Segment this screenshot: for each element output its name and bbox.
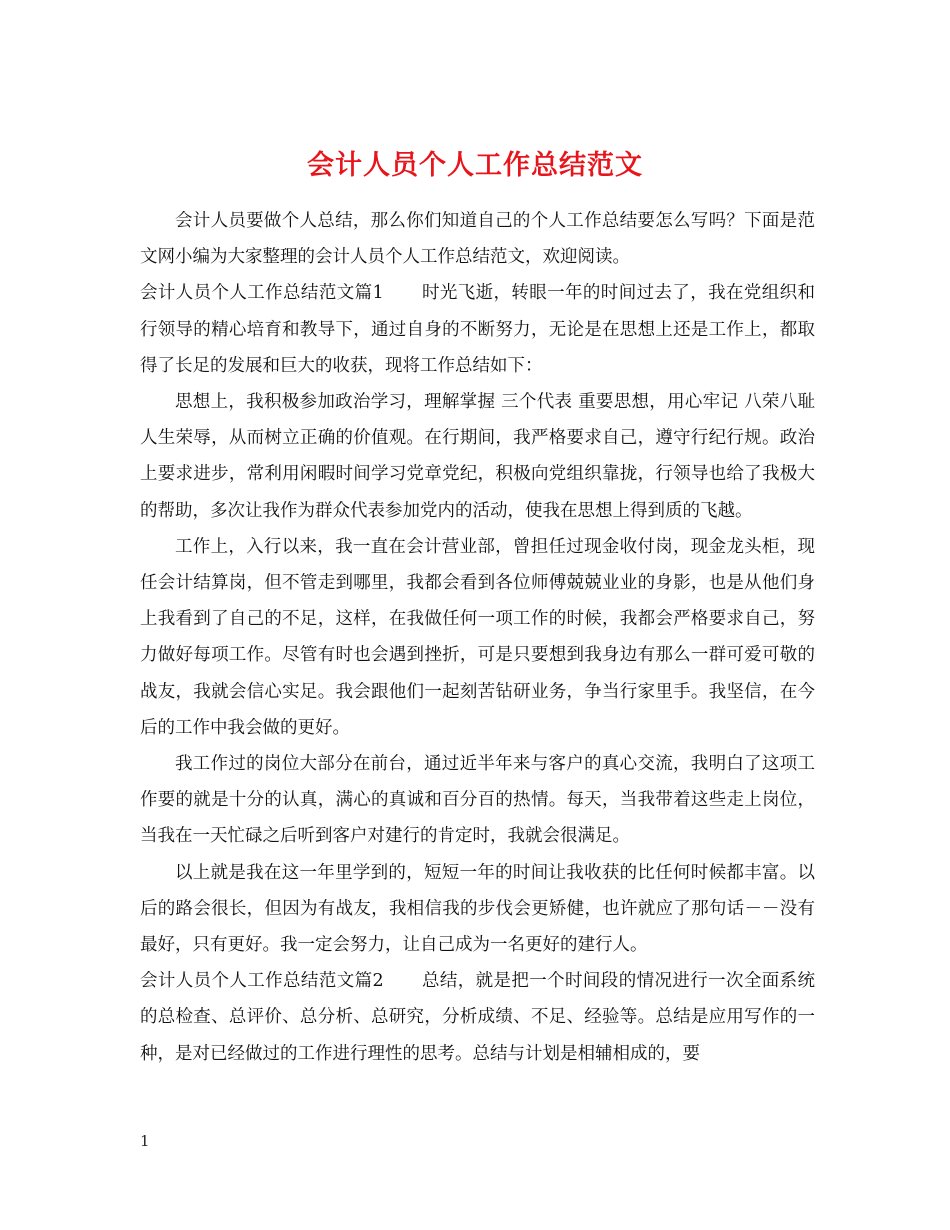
work-paragraph: 工作上，入行以来，我一直在会计营业部，曾担任过现金收付岗，现金龙头柜，现任会计结算岗，但不管走到哪里，我都会看到各位师傅兢兢业业的身影，也是从他们身上我看到了自己的不足，这样，在我做任何一项工作的时候，我都会严格要求自己，努力做好每项工作。尽管有时也会遇到挫折，可是只要想到我身边有那么一群可爱可敬的战友，我就会信心实足。我会跟他们一起刻苦钻研业务，争当行家里手。我坚信，在今后的工作中我会做的更好。 — [140, 536, 815, 738]
page-number: 1 — [140, 1132, 150, 1150]
section-2-body: 总结，就是把一个时间段的情况进行一次全面系统的总检查、总评价、总分析、总研究，分析成绩、不足、经验等。总结是应用写作的一种，是对已经做过的工作进行理性的思考。总结与计划是相辅相成的，要 — [140, 971, 816, 1064]
section-2-paragraph — [140, 963, 815, 1072]
thought-paragraph: 思想上，我积极参加政治学习，理解掌握 三个代表 重要思想，用心牢记 八荣八耻 人生荣辱，从而树立正确的价值观。在行期间，我严格要求自己，遵守行纪行规。政治上要求进步，常利用闲暇时间学习党章党纪，积极向党组织靠拢，行领导也给了我极大的帮助，多次让我作为群众代表参加党内的活动，使我在思想上得到质的飞越。 — [140, 392, 815, 521]
conclusion-paragraph: 以上就是我在这一年里学到的，短短一年的时间让我收获的比任何时候都丰富。以后的路会很长，但因为有战友，我相信我的步伐会更矫健，也许就应了那句话－－没有最好，只有更好。我一定会努力，让自己成为一名更好的建行人。 — [140, 862, 815, 956]
section-2-heading: 会计人员个人工作总结范文篇2 — [140, 971, 384, 992]
front-desk-paragraph: 我工作过的岗位大部分在前台，通过近半年来与客户的真心交流，我明白了这项工作要的就是十分的认真，满心的真诚和百分百的热情。每天，当我带着这些走上岗位，当我在一天忙碌之后听到客户对建行的肯定时，我就会很满足。 — [140, 754, 815, 847]
document-title: 会计人员个人工作总结范文 — [307, 150, 643, 182]
document-body — [140, 203, 815, 1072]
section-1-heading: 会计人员个人工作总结范文篇1 — [140, 283, 384, 304]
section-1-body: 时光飞逝，转眼一年的时间过去了，我在党组织和行领导的精心培育和教导下，通过自身的不断努力，无论是在思想上还是工作上，都取得了长足的发展和巨大的收获，现将工作总结如下： — [140, 283, 816, 376]
section-1-paragraph — [140, 275, 815, 384]
intro-paragraph: 会计人员要做个人总结，那么你们知道自己的个人工作总结要怎么写吗？下面是范文网小编为大家整理的会计人员个人工作总结范文，欢迎阅读。 — [140, 211, 815, 268]
